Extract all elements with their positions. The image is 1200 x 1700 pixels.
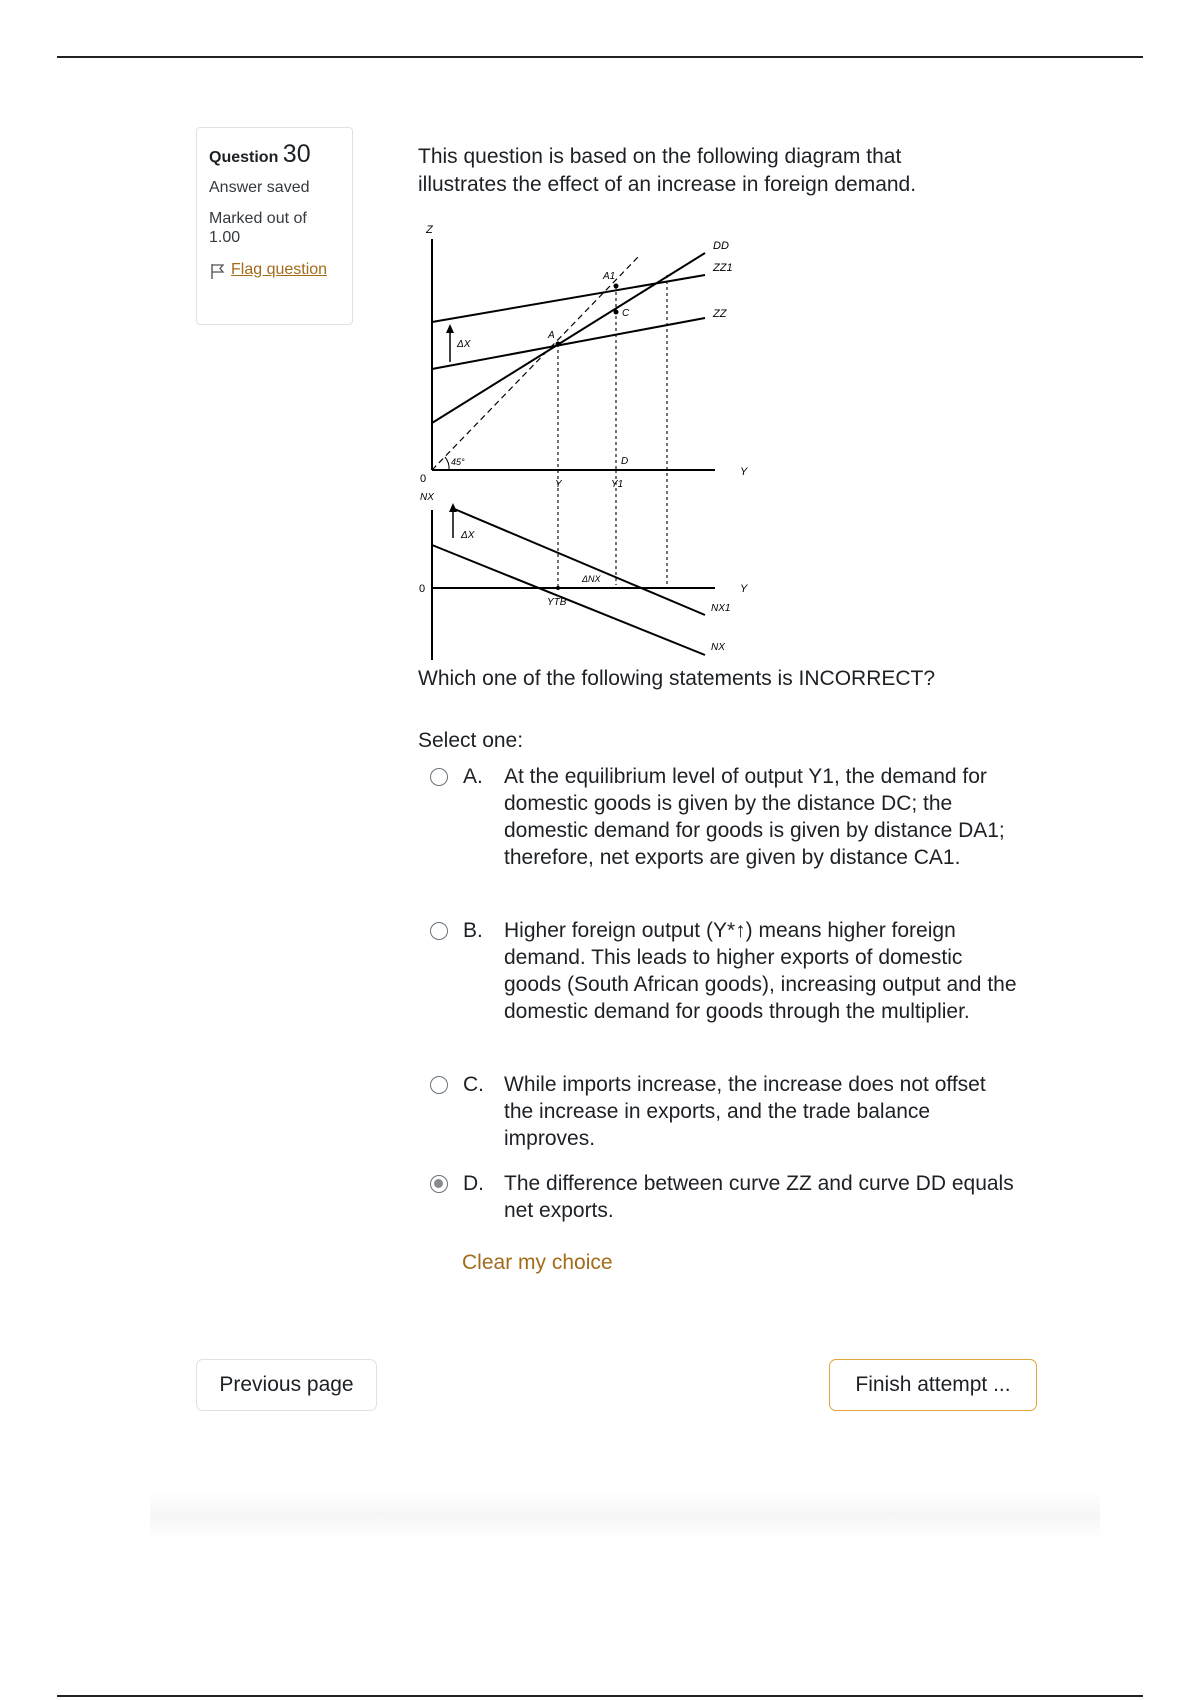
label-y-axis-top: Y: [740, 466, 748, 478]
label-45: 45°: [451, 457, 465, 467]
label-nx1: NX1: [711, 603, 731, 614]
radio-c[interactable]: [430, 1076, 448, 1094]
label-y-axis-bottom: Y: [740, 583, 748, 595]
question-text: This question is based on the following diagram that illustrates the effect of an increase in foreign demand.: [418, 145, 917, 196]
grade-info: Marked out of 1.00: [209, 210, 307, 246]
label-d: D: [621, 456, 629, 467]
flag-icon: [209, 262, 227, 280]
question-number-value: 30: [282, 140, 311, 168]
question-info-card: [196, 127, 353, 325]
foreign-demand-diagram: [415, 215, 760, 663]
clear-choice-link[interactable]: Clear my choice: [462, 1251, 613, 1274]
label-c: C: [622, 308, 630, 319]
radio-b[interactable]: [430, 922, 448, 940]
finish-attempt-button[interactable]: Finish attempt ...: [829, 1359, 1037, 1411]
top-rule: [57, 56, 1143, 58]
label-z: Z: [426, 224, 433, 236]
question-prompt: Which one of the following statements is INCORRECT?: [418, 667, 936, 690]
label-origin-top: 0: [420, 473, 427, 485]
answer-state: Answer saved: [209, 179, 310, 196]
option-letter: B.: [463, 919, 483, 942]
faded-band: [150, 1490, 1100, 1540]
label-ytb: YTB: [547, 597, 567, 608]
label-zz: ZZ: [713, 308, 727, 320]
option-text[interactable]: While imports increase, the increase does not offset the increase in exports, and the trade balance improves.: [504, 1073, 986, 1150]
label-zz1: ZZ1: [713, 262, 733, 274]
question-number: [209, 140, 340, 169]
flag-question-link[interactable]: [209, 259, 340, 281]
label-delta-x-top: ΔX: [457, 339, 471, 350]
label-origin-bottom: 0: [419, 583, 426, 595]
label-nx: NX: [711, 642, 725, 653]
label-y1: Y1: [611, 479, 624, 490]
option-letter: C.: [463, 1073, 484, 1096]
flag-question-label[interactable]: Flag question: [231, 261, 328, 278]
radio-d-selected[interactable]: [430, 1175, 448, 1193]
option-text[interactable]: At the equilibrium level of output Y1, the demand for domestic goods is given by the distance DC; the domestic demand for goods is given by distance DA1; therefore, net exports are given by distance CA1.: [504, 765, 1005, 869]
radio-a[interactable]: [430, 768, 448, 786]
label-y: Y: [555, 479, 562, 490]
label-a: A: [548, 330, 555, 341]
label-delta-x-bottom: ΔX: [461, 530, 475, 541]
label-dd: DD: [713, 240, 729, 252]
option-letter: A.: [463, 765, 483, 788]
option-text[interactable]: The difference between curve ZZ and curve DD equals net exports.: [504, 1172, 1014, 1222]
option-text[interactable]: Higher foreign output (Y*↑) means higher foreign demand. This leads to higher exports of domestic goods (South African goods), increasing output and the domestic demand for goods through the multiplier.: [504, 919, 1017, 1023]
bottom-rule: [57, 1695, 1143, 1697]
option-letter: D.: [463, 1172, 484, 1195]
question-label: Question: [209, 149, 279, 166]
label-nx-axis: NX: [420, 492, 434, 503]
select-one-label: Select one:: [418, 729, 524, 752]
previous-page-button[interactable]: Previous page: [196, 1359, 377, 1411]
label-a1: A1: [603, 271, 616, 282]
label-delta-nx: ΔNX: [582, 574, 601, 584]
